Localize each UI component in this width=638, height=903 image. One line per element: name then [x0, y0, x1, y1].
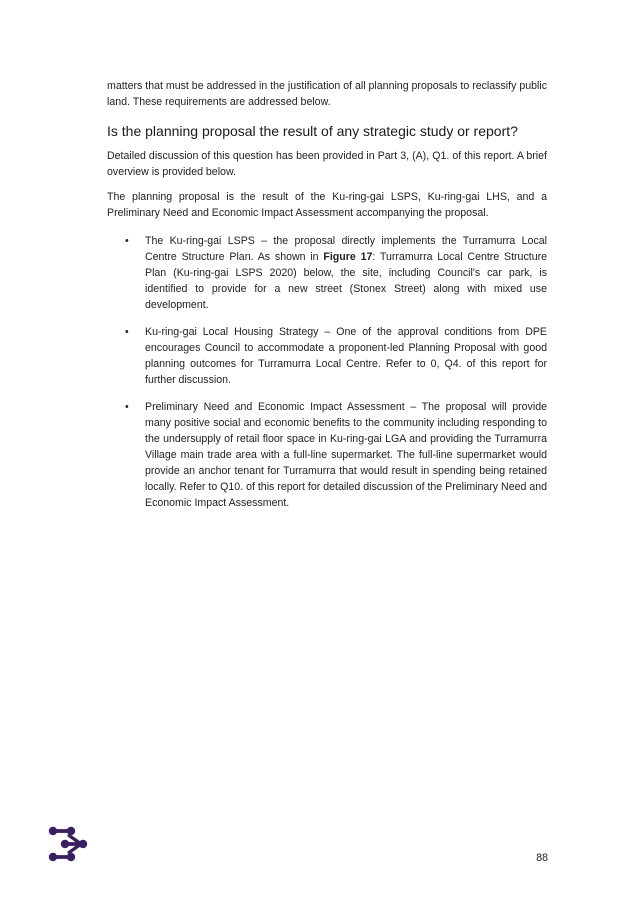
- list-item-text-start: The Ku-ring-gai LSPS – the proposal directly implements the Turramurra Local Centre Structure Plan. As shown in: [145, 235, 547, 263]
- strategic-study-paragraph: The planning proposal is the result of the Ku-ring-gai LSPS, Ku-ring-gai LHS, and a Preliminary Need and Economic Impact Assessment accompanying the proposal.: [107, 191, 547, 219]
- bullet-marker: •: [125, 235, 129, 247]
- list-item-text: Preliminary Need and Economic Impact Assessment – The proposal will provide many positive social and economic benefits to the community including responding to the undersupply of retail floor space in Ku-ring-gai LGA and providing the Turramurra Village main trade area with a full-line supermarket. The full-line supermarket would provide an anchor tenant for Turramurra that would result in spending being retained locally. Refer to Q10. of this report for detailed discussion of the Preliminary Need and Economic Impact Assessment.: [145, 401, 547, 509]
- list-item-text: Ku-ring-gai Local Housing Strategy – One of the approval conditions from DPE encourages Council to accommodate a proponent-led Planning Proposal with good planning outcomes for Turramurra Local Centre. Refer to 0, Q4. of this report for further discussion.: [145, 326, 547, 386]
- figure-reference: Figure 17: [323, 251, 373, 263]
- bullet-marker: •: [125, 326, 129, 338]
- list-item: [107, 399, 547, 511]
- list-item: [107, 324, 547, 388]
- overview-paragraph: Detailed discussion of this question has been provided in Part 3, (A), Q1. of this report. A brief overview is provided below.: [107, 150, 547, 178]
- bullet-marker: •: [125, 401, 129, 413]
- list-item-text-end: : Turramurra Local Centre Structure Plan (Ku-ring-gai LSPS 2020) below, the site, including Council's car park, is identified to provide for a new street (Stonex Street) along with mixed use development.: [145, 251, 547, 311]
- section-heading: Is the planning proposal the result of any strategic study or report?: [107, 123, 518, 139]
- list-item: [107, 233, 547, 313]
- page-number: 88: [536, 852, 548, 864]
- intro-continuation-paragraph: matters that must be addressed in the justification of all planning proposals to reclassify public land. These requirements are addressed below.: [107, 80, 547, 108]
- bullet-list: [107, 233, 547, 511]
- page-content: [107, 78, 547, 522]
- connected-dots-logo-icon: [47, 826, 89, 862]
